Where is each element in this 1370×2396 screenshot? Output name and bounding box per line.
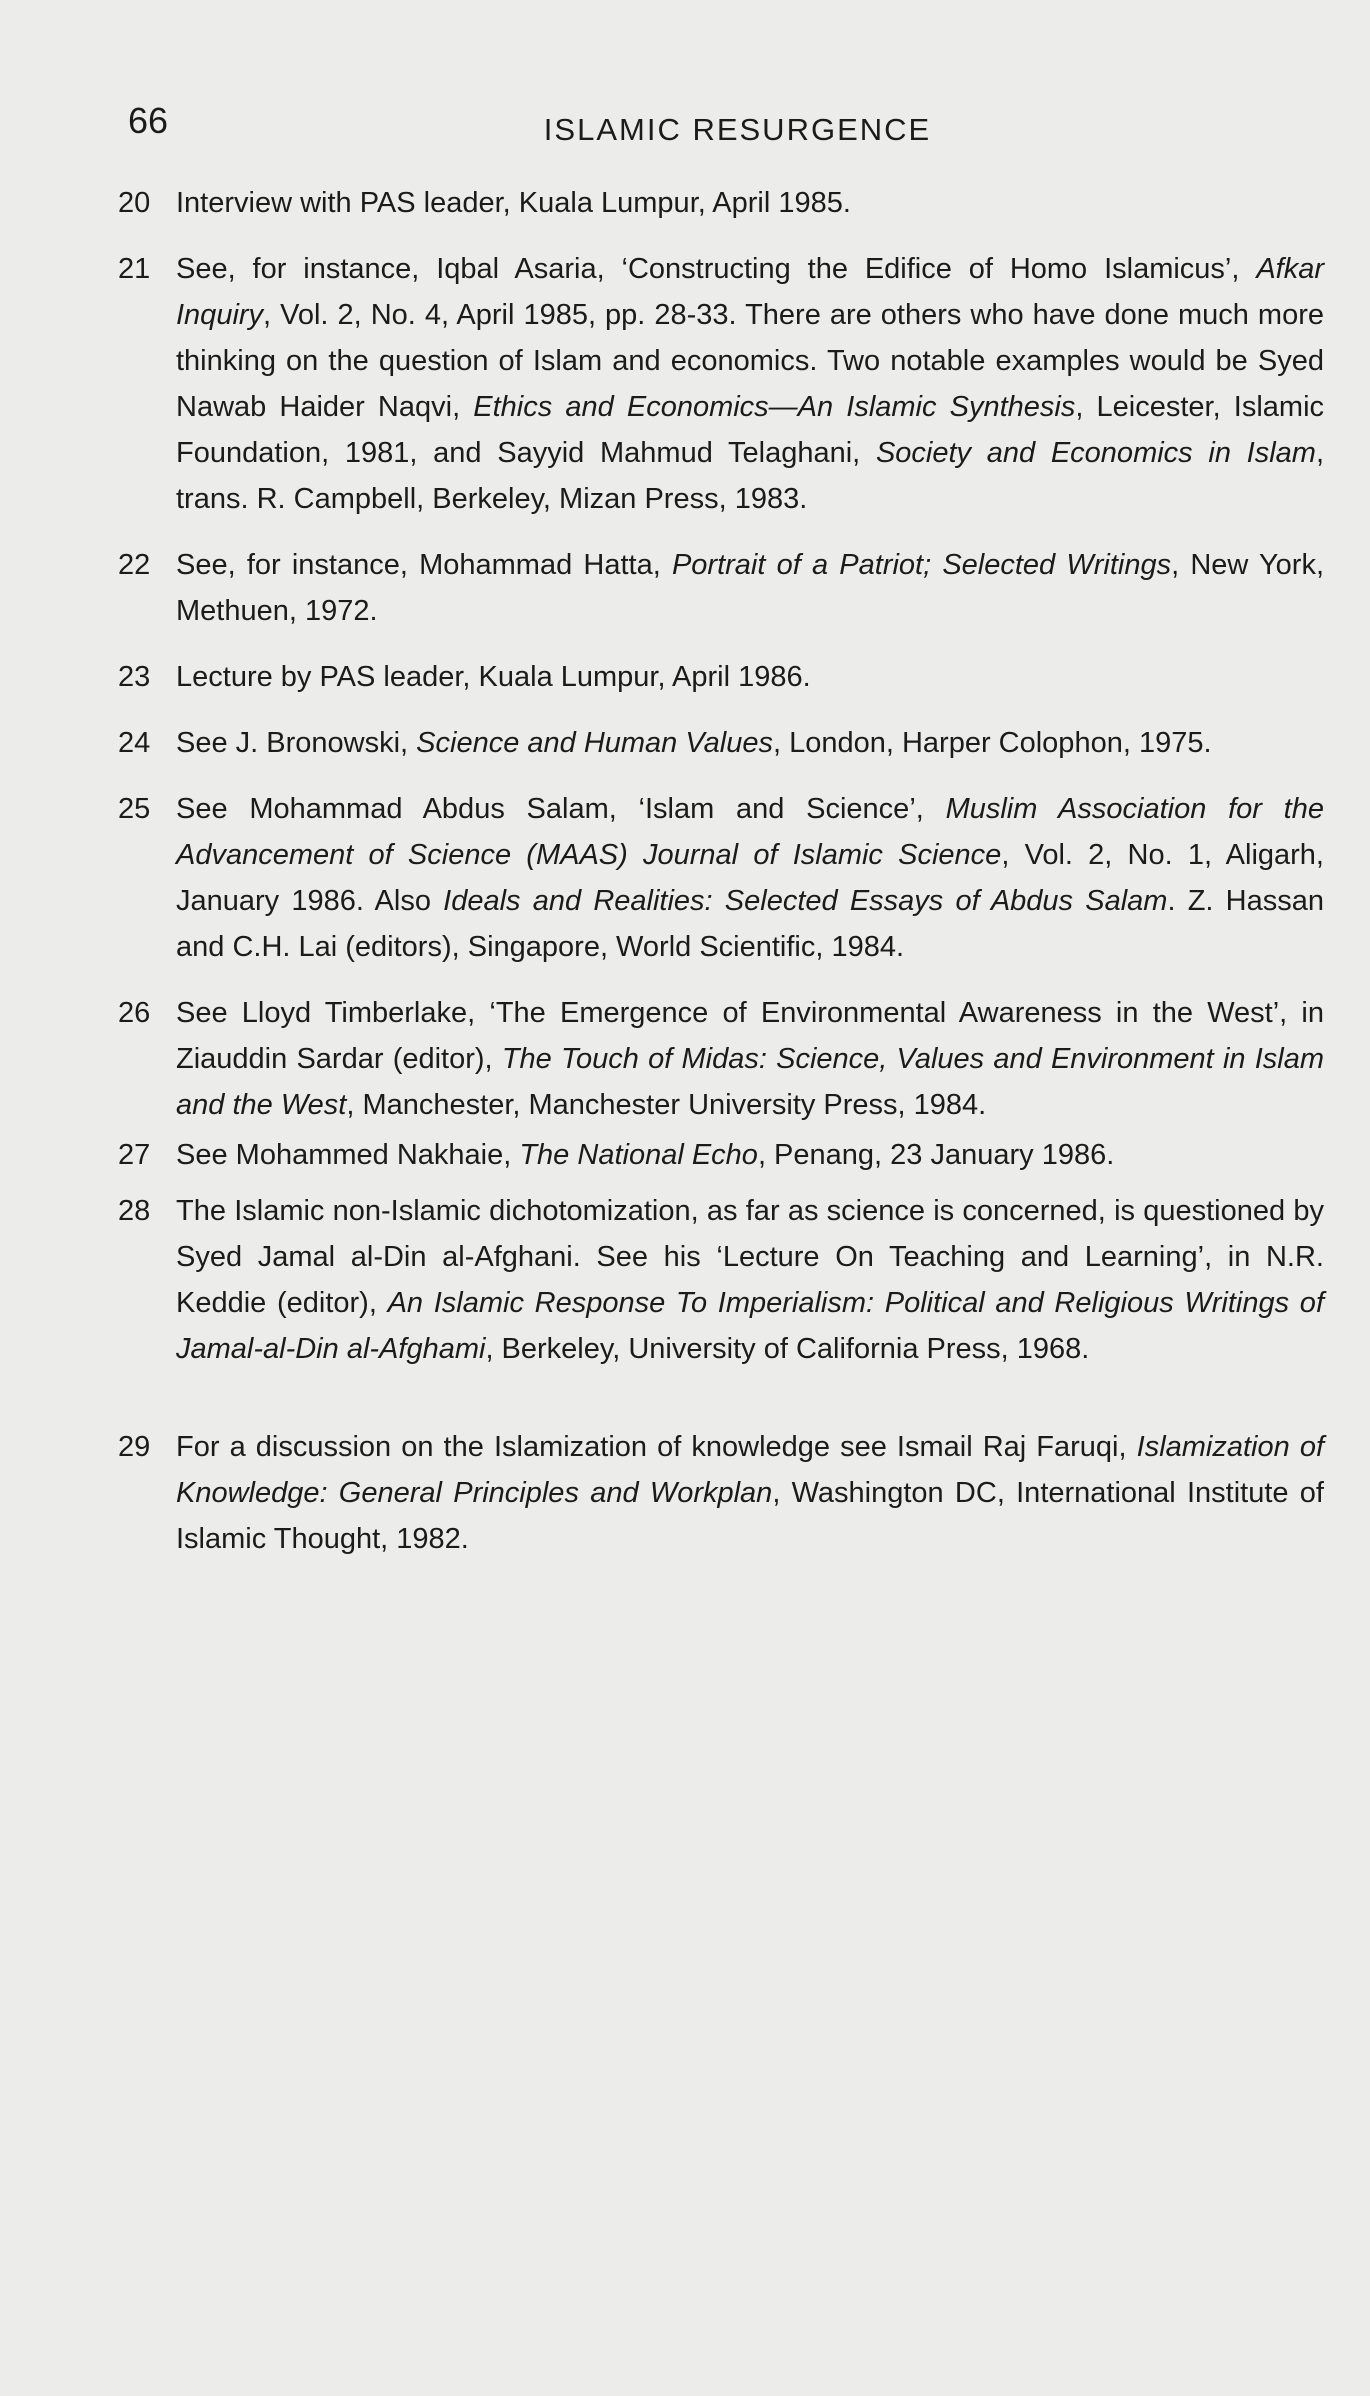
- endnote-text: [176, 720, 1324, 766]
- endnote: [118, 786, 1324, 970]
- italic-title: The Touch of Midas: Science, Values and Environment in Islam and the West: [176, 1043, 1324, 1121]
- text-run: , Vol. 2, No. 1, Aligarh, January 1986. Also: [176, 839, 1324, 917]
- text-run: , Leicester, Islamic Foundation, 1981, and Sayyid Mahmud Telaghani,: [176, 391, 1325, 469]
- running-head: ISLAMIC RESURGENCE: [543, 112, 932, 147]
- italic-title: Portrait of a Patriot; Selected Writings: [671, 549, 1172, 581]
- endnote-text: [176, 1188, 1324, 1372]
- italic-title: Muslim Association for the Advancement of Science (MAAS) Journal of Islamic Science: [176, 793, 1324, 871]
- italic-title: Afkar Inquiry: [176, 253, 1324, 331]
- endnote: [118, 990, 1324, 1128]
- page-number: 66: [128, 100, 169, 141]
- endnote: [118, 1424, 1324, 1562]
- text-run: , Washington DC, International Institute of Islamic Thought, 1982.: [176, 1477, 1324, 1555]
- text-run: For a discussion on the Islamization of knowledge see Ismail Raj Faruqi,: [176, 1431, 1137, 1463]
- text-run: , Penang, 23 January 1986.: [757, 1139, 1115, 1171]
- endnote: [118, 1132, 1324, 1178]
- endnote-number: 24: [118, 727, 151, 759]
- endnote-text: [176, 1132, 1324, 1178]
- italic-title: Science and Human Values: [416, 727, 773, 759]
- endnote: [118, 180, 1324, 226]
- text-run: , Berkeley, University of California Press, 1968.: [485, 1333, 1090, 1365]
- endnote-text: [176, 180, 1324, 226]
- endnote-text: [176, 542, 1324, 634]
- endnotes-list: [118, 180, 1324, 1562]
- italic-title: Ideals and Realities: Selected Essays of Abdus Salam: [443, 885, 1168, 917]
- endnote-text: [176, 786, 1324, 970]
- italic-title: The National Echo: [519, 1139, 758, 1171]
- endnote-number: 26: [118, 997, 151, 1029]
- text-run: See Mohammed Nakhaie,: [176, 1139, 520, 1171]
- endnote-number: 21: [118, 253, 151, 285]
- endnote: [118, 542, 1324, 634]
- endnote-number: 23: [118, 661, 151, 693]
- endnote-number: 25: [118, 793, 151, 825]
- italic-title: Society and Economics in Islam: [875, 437, 1316, 469]
- text-run: The Islamic non-Islamic dichotomization, as far as science is concerned, is questioned by Syed Jamal al-Din al-Afghani. See his ‘Lecture On Teaching and Learning’, in N.R. Keddie (editor),: [176, 1195, 1324, 1319]
- text-run: , New York, Methuen, 1972.: [176, 549, 1325, 627]
- italic-title: An Islamic Response To Imperialism: Political and Religious Writings of Jamal-al-Din al-Afghami: [176, 1287, 1324, 1365]
- text-run: See Lloyd Timberlake, ‘The Emergence of Environmental Awareness in the West’, in Ziauddin Sardar (editor),: [176, 997, 1324, 1075]
- text-run: See Mohammad Abdus Salam, ‘Islam and Science’,: [176, 793, 946, 825]
- endnote-number: 29: [118, 1431, 151, 1463]
- text-run: Lecture by PAS leader, Kuala Lumpur, April 1986.: [176, 661, 811, 693]
- text-run: See, for instance, Iqbal Asaria, ‘Constructing the Edifice of Homo Islamicus’,: [176, 253, 1257, 285]
- italic-title: Ethics and Economics—An Islamic Synthesis: [473, 391, 1076, 423]
- endnote-text: [176, 1424, 1324, 1562]
- endnote: [118, 720, 1324, 766]
- text-run: , trans. R. Campbell, Berkeley, Mizan Press, 1983.: [176, 437, 1324, 515]
- text-run: , Vol. 2, No. 4, April 1985, pp. 28-33. There are others who have done much more thinking on the question of Islam and economics. Two notable examples would be Syed Nawab Haider Naqvi,: [176, 299, 1324, 423]
- text-run: , Manchester, Manchester University Press, 1984.: [346, 1089, 987, 1121]
- endnote: [118, 1188, 1324, 1372]
- endnote-number: 28: [118, 1195, 151, 1227]
- endnote-text: [176, 654, 1324, 700]
- endnote-number: 27: [118, 1139, 151, 1171]
- endnote: [118, 246, 1324, 522]
- text-run: See, for instance, Mohammad Hatta,: [176, 549, 672, 581]
- endnote-number: 22: [118, 549, 151, 581]
- text-run: , London, Harper Colophon, 1975.: [772, 727, 1212, 759]
- endnote-text: [176, 246, 1324, 522]
- endnote-text: [176, 990, 1324, 1128]
- endnote: [118, 654, 1324, 700]
- italic-title: Islamization of Knowledge: General Principles and Workplan: [176, 1431, 1325, 1509]
- endnote-number: 20: [118, 187, 151, 219]
- text-run: See J. Bronowski,: [176, 727, 417, 759]
- text-run: . Z. Hassan and C.H. Lai (editors), Singapore, World Scientific, 1984.: [176, 885, 1325, 963]
- text-run: Interview with PAS leader, Kuala Lumpur, April 1985.: [176, 187, 851, 219]
